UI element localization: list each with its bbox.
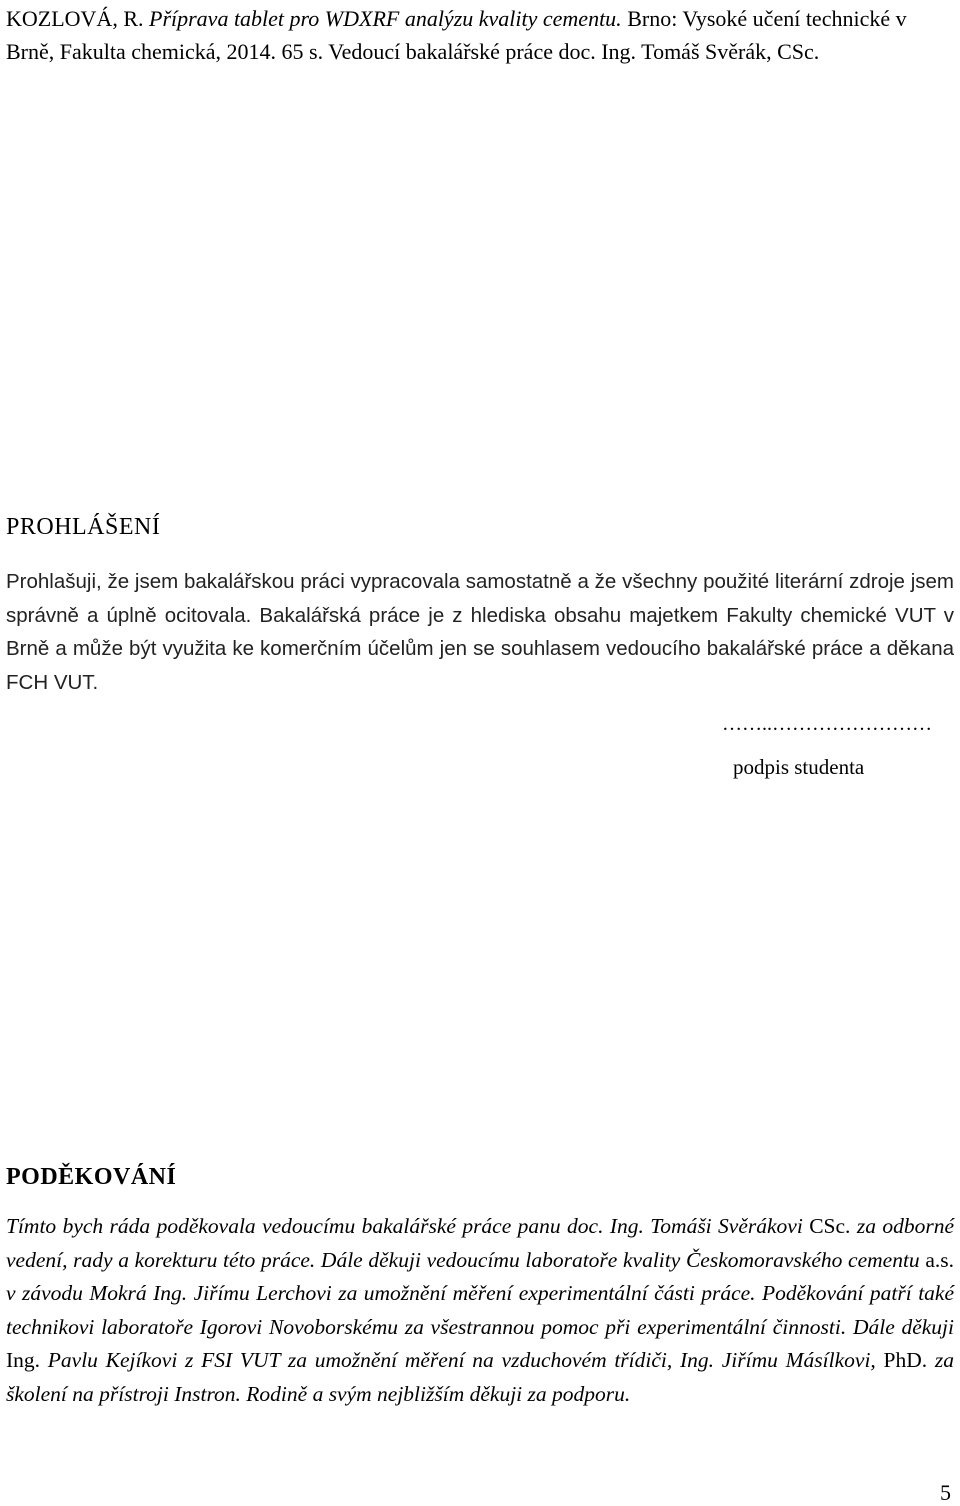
bibliographic-citation: [6, 2, 956, 68]
ack-part: Pavlu Kejíkovi z FSI VUT za umožnění měření na vzduchovém třídiči, Ing. Jiřímu Másílkovi,: [40, 1348, 884, 1372]
acknowledgement-text: [6, 1210, 954, 1411]
citation-details: Brno: Vysoké učení technické v Brně, Fakulta chemická, 2014. 65 s. Vedoucí bakalářské práce doc. Ing. Tomáš Svěrák, CSc.: [6, 6, 907, 64]
ack-part: Ing.: [6, 1348, 41, 1372]
acknowledgement-heading: PODĚKOVÁNÍ: [6, 1164, 177, 1190]
ack-part: CSc.: [809, 1214, 851, 1238]
ack-part: Tímto bych ráda poděkovala vedoucímu bakalářské práce panu doc. Ing. Tomáši Svěrákovi: [6, 1214, 810, 1238]
citation-title: Příprava tablet pro WDXRF analýzu kvality cementu.: [149, 6, 622, 31]
ack-part: v závodu Mokrá Ing. Jiřímu Lerchovi za umožnění měření experimentální části práce. Poděkování patří také technikovi laboratoře Igorovi Novoborskému za všestrannou pomoc při experimentální činnosti. Dále děkuji: [6, 1281, 954, 1339]
signature-label: podpis studenta: [733, 755, 865, 779]
declaration-text: Prohlašuji, že jsem bakalářskou práci vypracovala samostatně a že všechny použité literární zdroje jsem správně a úplně ocitovala. Bakalářská práce je z hlediska obsahu majetkem Fakulty chemické VUT v Brně a může být využita ke komerčním účelům jen se souhlasem vedoucího bakalářské práce a děkana FCH VUT.: [6, 570, 954, 694]
signature-line: ……..……………………: [722, 713, 932, 735]
page-number: 5: [940, 1480, 951, 1505]
declaration-heading: PROHLÁŠENÍ: [6, 514, 161, 540]
ack-part: a.s.: [925, 1247, 954, 1272]
ack-part: za školení na přístroji Instron. Rodině a svým nejbližším děkuji za podporu.: [6, 1348, 954, 1406]
ack-part: PhD.: [883, 1348, 928, 1372]
citation-author: KOZLOVÁ, R.: [6, 6, 149, 31]
ack-part: za odborné vedení, rady a korekturu této práce. Dále děkuji vedoucímu laboratoře kvality Českomoravského cementu: [6, 1214, 955, 1272]
